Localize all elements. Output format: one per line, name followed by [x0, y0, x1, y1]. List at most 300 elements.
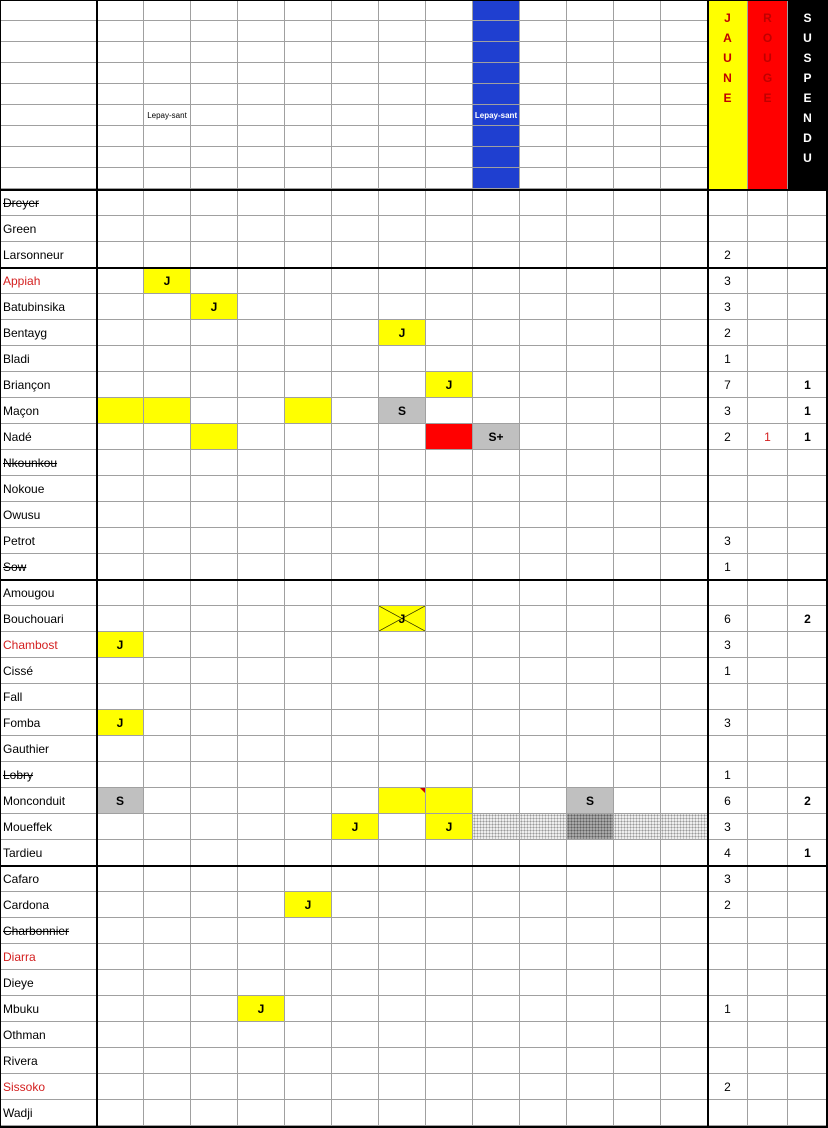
match-card-cell [520, 944, 567, 970]
match-card-cell [191, 606, 238, 632]
match-card-cell [473, 528, 520, 554]
header-round-cell [191, 84, 238, 105]
match-card-cell [332, 996, 379, 1022]
match-card-cell [332, 398, 379, 424]
match-card-cell [332, 424, 379, 450]
match-card-cell [473, 398, 520, 424]
match-card-cell [426, 294, 473, 320]
player-name: Charbonnier [0, 918, 97, 944]
suspension-total [788, 736, 828, 762]
match-card-cell [614, 710, 661, 736]
red-total [748, 658, 788, 684]
player-name: Appiah [0, 268, 97, 294]
header-time-cell [379, 42, 426, 63]
match-card-cell [661, 424, 708, 450]
header-date-cell [520, 21, 567, 42]
yellow-total [708, 190, 748, 216]
match-card-cell [144, 892, 191, 918]
yellow-total [708, 502, 748, 528]
match-card-cell [473, 944, 520, 970]
header-score-cell [285, 147, 332, 168]
match-card-cell [144, 1100, 191, 1126]
red-total [748, 190, 788, 216]
header-venue-cell [567, 126, 614, 147]
red-total [748, 788, 788, 814]
match-card-cell [426, 528, 473, 554]
match-card-cell [191, 398, 238, 424]
match-card-cell [661, 866, 708, 892]
match-card-cell [144, 736, 191, 762]
match-card-cell [614, 866, 661, 892]
match-card-cell [191, 762, 238, 788]
header-referee-cell [661, 105, 708, 126]
match-card-cell [285, 996, 332, 1022]
header-label-cell [0, 147, 97, 168]
red-total [748, 372, 788, 398]
player-name: Dreyer [0, 190, 97, 216]
match-card-cell [661, 476, 708, 502]
match-card-cell [97, 892, 144, 918]
match-card-cell [379, 840, 426, 866]
yellow-total: 2 [708, 1074, 748, 1100]
match-card-cell [520, 736, 567, 762]
header-time-cell [567, 42, 614, 63]
header-round-cell [473, 84, 520, 105]
match-card-cell [473, 1074, 520, 1100]
header-referee-cell [426, 105, 473, 126]
suspension-total: 2 [788, 606, 828, 632]
match-card-cell [567, 762, 614, 788]
match-card-cell [379, 580, 426, 606]
match-card-cell [97, 450, 144, 476]
match-card-cell [567, 1100, 614, 1126]
header-date-cell [144, 21, 191, 42]
match-card-cell [567, 814, 614, 840]
header-day-cell [661, 0, 708, 21]
match-card-cell [285, 398, 332, 424]
suspension-total [788, 970, 828, 996]
match-card-cell [191, 1074, 238, 1100]
match-card-cell [567, 294, 614, 320]
match-card-cell [238, 1022, 285, 1048]
header-time-cell [614, 42, 661, 63]
match-card-cell [473, 736, 520, 762]
match-card-cell [332, 372, 379, 398]
player-name: Batubinsika [0, 294, 97, 320]
match-card-cell [379, 372, 426, 398]
red-total [748, 762, 788, 788]
match-card-cell [426, 1074, 473, 1100]
red-total [748, 268, 788, 294]
match-card-cell [379, 294, 426, 320]
header-day-cell [238, 0, 285, 21]
summary-header-letter: U [723, 51, 732, 65]
match-card-cell [332, 502, 379, 528]
match-card-cell [614, 294, 661, 320]
match-card-cell [144, 1048, 191, 1074]
match-card-cell [661, 632, 708, 658]
header-score-cell [332, 147, 379, 168]
match-card-cell [614, 216, 661, 242]
match-card-cell [567, 866, 614, 892]
match-card-cell [144, 450, 191, 476]
header-date-cell [332, 21, 379, 42]
header-venue-cell [426, 126, 473, 147]
match-card-cell [332, 970, 379, 996]
player-name: Amougou [0, 580, 97, 606]
summary-header-letter: U [803, 31, 812, 45]
match-card-cell [332, 632, 379, 658]
match-card-cell [473, 1048, 520, 1074]
match-card-cell [97, 762, 144, 788]
match-card-cell [426, 320, 473, 346]
header-round-cell [614, 84, 661, 105]
match-card-cell [661, 294, 708, 320]
match-card-cell [661, 320, 708, 346]
header-date-cell [567, 21, 614, 42]
suspension-total [788, 190, 828, 216]
match-card-cell [191, 632, 238, 658]
match-card-cell [238, 1048, 285, 1074]
match-card-cell [567, 606, 614, 632]
suspension-total [788, 918, 828, 944]
match-card-cell [144, 502, 191, 528]
match-card-cell [426, 346, 473, 372]
header-score-cell [520, 147, 567, 168]
header-time-cell [520, 42, 567, 63]
match-card-cell [379, 814, 426, 840]
summary-header-jaune [708, 0, 748, 190]
player-name: Owusu [0, 502, 97, 528]
match-card-cell [285, 788, 332, 814]
header-referee-cell [379, 105, 426, 126]
suspension-total [788, 632, 828, 658]
header-round-cell [97, 84, 144, 105]
match-card-cell [567, 372, 614, 398]
match-card-cell: J [285, 892, 332, 918]
match-card-cell [473, 970, 520, 996]
summary-header-letter: O [762, 31, 773, 45]
match-card-cell [144, 346, 191, 372]
header-opponent-cell [661, 168, 708, 189]
match-card-cell [614, 918, 661, 944]
match-card-cell: J [144, 268, 191, 294]
match-card-cell [97, 866, 144, 892]
match-card-cell [567, 320, 614, 346]
match-card-cell [191, 866, 238, 892]
summary-header-letter: A [723, 31, 732, 45]
match-card-cell [473, 710, 520, 736]
match-card-cell [426, 1100, 473, 1126]
match-card-cell [97, 346, 144, 372]
match-card-cell [661, 814, 708, 840]
match-card-cell [567, 1074, 614, 1100]
header-referee-cell [285, 105, 332, 126]
header-time-cell [238, 42, 285, 63]
red-total [748, 320, 788, 346]
match-card-cell [473, 580, 520, 606]
player-name: Cissé [0, 658, 97, 684]
header-label-cell [0, 105, 97, 126]
match-card-cell [473, 762, 520, 788]
match-card-cell [520, 424, 567, 450]
header-day-cell [426, 0, 473, 21]
match-card-cell [97, 658, 144, 684]
match-card-cell [614, 736, 661, 762]
yellow-total [708, 476, 748, 502]
player-name: Lobry [0, 762, 97, 788]
suspension-total [788, 684, 828, 710]
match-card-cell [144, 996, 191, 1022]
player-name: Diarra [0, 944, 97, 970]
match-card-cell [614, 606, 661, 632]
match-card-cell [97, 580, 144, 606]
match-card-cell [285, 372, 332, 398]
header-opponent-cell [614, 168, 661, 189]
match-card-cell [520, 996, 567, 1022]
player-name: Larsonneur [0, 242, 97, 268]
match-card-cell [285, 346, 332, 372]
match-card-cell [426, 918, 473, 944]
match-card-cell [379, 918, 426, 944]
match-card-cell [520, 1100, 567, 1126]
match-card-cell [520, 580, 567, 606]
match-card-cell [238, 294, 285, 320]
match-card-cell [426, 1022, 473, 1048]
header-label-cell [0, 0, 97, 21]
header-venue-cell [661, 126, 708, 147]
match-card-cell [238, 788, 285, 814]
match-card-cell [520, 762, 567, 788]
player-name: Fall [0, 684, 97, 710]
column-divider [0, 0, 1, 1128]
match-card-cell [191, 216, 238, 242]
header-score-cell [614, 147, 661, 168]
header-venue-cell [144, 126, 191, 147]
match-card-cell [473, 190, 520, 216]
match-card-cell [661, 528, 708, 554]
yellow-total: 1 [708, 762, 748, 788]
match-card-cell: S [567, 788, 614, 814]
match-card-cell [332, 320, 379, 346]
summary-header-letter: P [803, 71, 812, 85]
header-round-cell [379, 84, 426, 105]
match-card-cell [97, 476, 144, 502]
header-round-cell [332, 84, 379, 105]
match-card-cell [473, 684, 520, 710]
match-card-cell [285, 476, 332, 502]
match-card-cell [661, 840, 708, 866]
match-card-cell [426, 554, 473, 580]
match-card-cell [614, 944, 661, 970]
header-referee-cell [520, 105, 567, 126]
match-card-cell [379, 346, 426, 372]
header-opponent-cell [520, 168, 567, 189]
match-card-cell [332, 554, 379, 580]
match-card-cell: J [426, 372, 473, 398]
player-name: Fomba [0, 710, 97, 736]
match-card-cell [473, 840, 520, 866]
match-card-cell [144, 866, 191, 892]
header-venue-cell [614, 126, 661, 147]
match-card-cell [473, 320, 520, 346]
header-venue-cell [191, 126, 238, 147]
match-card-cell [379, 476, 426, 502]
match-card-cell [97, 242, 144, 268]
match-card-cell [520, 216, 567, 242]
match-card-cell [520, 1022, 567, 1048]
match-card-cell [379, 242, 426, 268]
header-score-cell [473, 147, 520, 168]
match-card-cell [520, 632, 567, 658]
header-label-cell [0, 168, 97, 189]
suspension-total [788, 1048, 828, 1074]
match-card-cell [473, 658, 520, 684]
player-name: Rivera [0, 1048, 97, 1074]
yellow-total: 3 [708, 866, 748, 892]
match-card-cell [238, 684, 285, 710]
match-card-cell [520, 918, 567, 944]
match-card-cell [285, 970, 332, 996]
match-card-cell [661, 398, 708, 424]
match-card-cell [332, 684, 379, 710]
player-name: Bentayg [0, 320, 97, 346]
match-card-cell [285, 684, 332, 710]
yellow-total: 4 [708, 840, 748, 866]
match-card-cell [473, 372, 520, 398]
match-card-cell [379, 762, 426, 788]
match-card-cell [332, 580, 379, 606]
header-league-cell [332, 63, 379, 84]
match-card-cell [614, 398, 661, 424]
section-divider [0, 267, 828, 269]
match-card-cell [332, 762, 379, 788]
red-total [748, 632, 788, 658]
match-card-cell [332, 658, 379, 684]
header-day-cell [97, 0, 144, 21]
match-card-cell [379, 1022, 426, 1048]
header-venue-cell [379, 126, 426, 147]
match-card-cell [661, 788, 708, 814]
match-card-cell [426, 944, 473, 970]
player-name: Nkounkou [0, 450, 97, 476]
player-name: Othman [0, 1022, 97, 1048]
header-venue-cell [285, 126, 332, 147]
match-card-cell [661, 190, 708, 216]
match-card-cell [285, 606, 332, 632]
match-card-cell [379, 502, 426, 528]
header-league-cell [661, 63, 708, 84]
header-date-cell [285, 21, 332, 42]
match-card-cell [567, 502, 614, 528]
match-card-cell [661, 762, 708, 788]
summary-header-suspendu [788, 0, 828, 190]
player-name: Maçon [0, 398, 97, 424]
summary-header-letter: S [803, 51, 812, 65]
match-card-cell [285, 528, 332, 554]
match-card-cell [614, 580, 661, 606]
match-card-cell [661, 944, 708, 970]
header-time-cell [285, 42, 332, 63]
player-name: Chambost [0, 632, 97, 658]
match-card-cell [473, 814, 520, 840]
header-referee-cell [238, 105, 285, 126]
match-card-cell [614, 632, 661, 658]
match-card-cell [661, 372, 708, 398]
match-card-cell [238, 632, 285, 658]
match-card-cell [191, 996, 238, 1022]
section-divider [0, 579, 828, 581]
match-card-cell [614, 346, 661, 372]
header-date-cell [661, 21, 708, 42]
header-venue-cell [97, 126, 144, 147]
header-referee-cell [567, 105, 614, 126]
red-total [748, 684, 788, 710]
header-venue-cell [473, 126, 520, 147]
header-score-cell [661, 147, 708, 168]
match-card-cell [191, 840, 238, 866]
match-card-cell [285, 242, 332, 268]
match-card-cell [144, 398, 191, 424]
suspension-total [788, 996, 828, 1022]
match-card-cell [97, 970, 144, 996]
header-score-cell [97, 147, 144, 168]
match-card-cell [379, 190, 426, 216]
match-card-cell [97, 606, 144, 632]
match-card-cell [97, 216, 144, 242]
match-card-cell [520, 372, 567, 398]
summary-header-letter: E [723, 91, 732, 105]
match-card-cell [238, 554, 285, 580]
match-card-cell [332, 736, 379, 762]
match-card-cell [567, 658, 614, 684]
match-card-cell [379, 450, 426, 476]
red-total [748, 554, 788, 580]
match-card-cell [661, 736, 708, 762]
match-card-cell [520, 1048, 567, 1074]
match-card-cell [332, 1074, 379, 1100]
match-card-cell [144, 476, 191, 502]
yellow-total [708, 1022, 748, 1048]
match-card-cell [614, 814, 661, 840]
header-league-cell [426, 63, 473, 84]
match-card-cell [97, 840, 144, 866]
match-card-cell [97, 398, 144, 424]
suspension-total [788, 502, 828, 528]
suspension-total [788, 346, 828, 372]
red-total [748, 1022, 788, 1048]
header-referee-cell: Lepay-sant [144, 105, 191, 126]
match-card-cell [473, 866, 520, 892]
match-card-cell [191, 554, 238, 580]
header-time-cell [661, 42, 708, 63]
match-card-cell [238, 606, 285, 632]
match-card-cell [379, 424, 426, 450]
match-card-cell [426, 1048, 473, 1074]
match-card-cell [661, 684, 708, 710]
match-card-cell [520, 502, 567, 528]
match-card-cell [285, 710, 332, 736]
match-card-cell [614, 762, 661, 788]
red-total [748, 398, 788, 424]
header-opponent-cell [238, 168, 285, 189]
header-opponent-cell [285, 168, 332, 189]
match-card-cell [614, 190, 661, 216]
header-league-cell [144, 63, 191, 84]
match-card-cell [379, 1074, 426, 1100]
yellow-total: 3 [708, 294, 748, 320]
match-card-cell [567, 1022, 614, 1048]
